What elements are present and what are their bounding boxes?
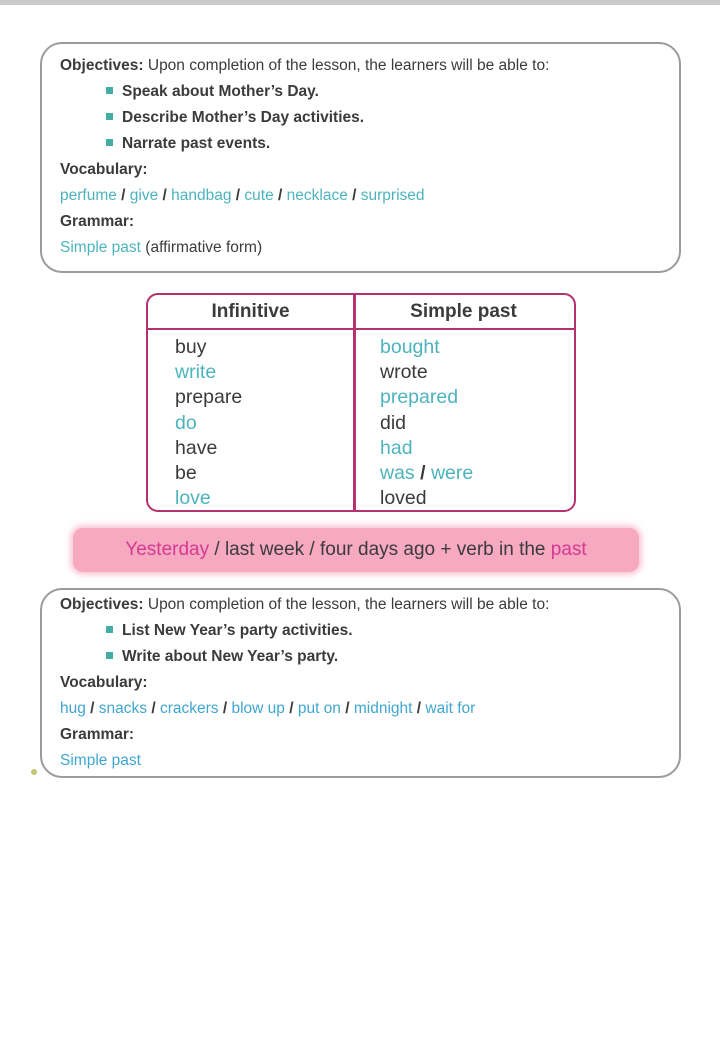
bullet-text: Write about New Year’s party. — [122, 648, 339, 665]
stray-dot — [31, 769, 37, 775]
grammar-value: Simple past (affirmative form) — [60, 239, 263, 256]
cell-simple-past: had — [380, 436, 413, 459]
table-row — [148, 411, 574, 436]
bullet-text: List New Year’s party activities. — [122, 622, 353, 639]
table-row — [148, 335, 574, 360]
table-row — [148, 486, 574, 511]
objectives-box-mothers-day — [40, 42, 681, 273]
cell-infinitive: have — [175, 436, 218, 459]
table-row — [148, 461, 574, 486]
vocabulary-label: Vocabulary: — [60, 674, 148, 691]
cell-infinitive: buy — [175, 336, 207, 358]
objectives-label: Objectives: — [60, 596, 144, 613]
objectives-box-new-year — [40, 588, 681, 778]
table-body — [148, 330, 574, 511]
objectives-text: Upon completion of the lesson, the learners will be able to: — [143, 57, 550, 74]
bullet-item — [60, 131, 661, 157]
cell-infinitive: love — [175, 487, 211, 510]
cell-infinitive: prepare — [175, 386, 243, 409]
bullet-square-icon — [106, 87, 113, 94]
cell-infinitive: be — [175, 462, 197, 485]
objectives-bullet-list — [60, 618, 661, 670]
table-column-divider — [353, 295, 356, 510]
top-edge-bar — [0, 0, 720, 5]
column-header-infinitive: Infinitive — [211, 300, 290, 322]
cell-simple-past: bought — [380, 336, 440, 358]
objectives-bullet-list — [60, 79, 661, 157]
bullet-square-icon — [106, 139, 113, 146]
bullet-item — [60, 618, 661, 644]
cell-simple-past: loved — [380, 487, 427, 510]
column-header-simple-past: Simple past — [410, 300, 517, 322]
objectives-line — [60, 53, 661, 79]
cell-simple-past: prepared — [380, 386, 459, 409]
bullet-square-icon — [106, 652, 113, 659]
objectives-line — [60, 592, 661, 618]
table-row — [148, 360, 574, 385]
bullet-item — [60, 644, 661, 670]
grammar-label: Grammar: — [60, 213, 135, 230]
bullet-square-icon — [106, 626, 113, 633]
bullet-text: Describe Mother’s Day activities. — [122, 109, 365, 126]
cell-infinitive: write — [175, 361, 217, 384]
vocabulary-words: hug / snacks / crackers / blow up / put on / midnight / wait for — [60, 700, 476, 717]
vocabulary-label: Vocabulary: — [60, 161, 148, 178]
bullet-text: Narrate past events. — [122, 135, 271, 152]
cell-simple-past: did — [380, 411, 407, 434]
bullet-text: Speak about Mother’s Day. — [122, 83, 319, 100]
bullet-square-icon — [106, 113, 113, 120]
grammar-value: Simple past — [60, 752, 141, 769]
grammar-label: Grammar: — [60, 726, 135, 743]
objectives-label: Objectives: — [60, 57, 144, 74]
bullet-item — [60, 105, 661, 131]
past-time-markers-rule: Yesterday / last week / four days ago + verb in the past — [73, 528, 639, 572]
table-row — [148, 385, 574, 410]
vocabulary-words: perfume / give / handbag / cute / necklace / surprised — [60, 187, 425, 204]
table-header-row — [148, 295, 574, 330]
cell-simple-past: was / were — [380, 462, 474, 485]
cell-simple-past: wrote — [380, 361, 428, 384]
bullet-item — [60, 79, 661, 105]
cell-infinitive: do — [175, 411, 197, 434]
objectives-text: Upon completion of the lesson, the learners will be able to: — [143, 596, 550, 613]
table-row — [148, 436, 574, 461]
verb-conjugation-table — [146, 293, 576, 512]
